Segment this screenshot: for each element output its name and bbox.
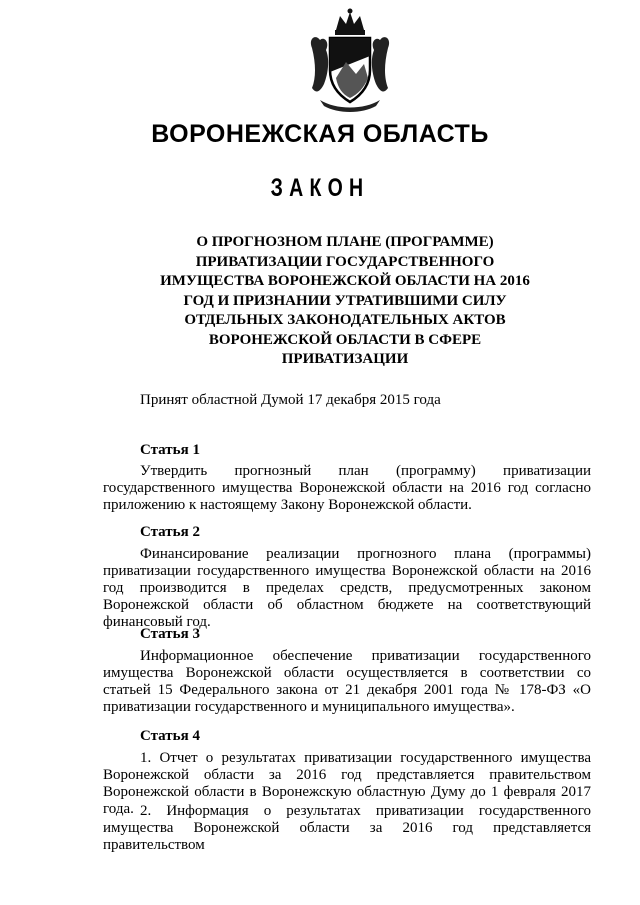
article-2-text: Финансирование реализации прогнозного плана (программы) приватизации государственного имущества Воронежской области на 2016 год производится в пределах средств, предусмотренных законом Воронежской области об областном бюджете на соответствующий финансовый год. — [103, 546, 591, 630]
region-title: ВОРОНЕЖСКАЯ ОБЛАСТЬ — [151, 120, 489, 148]
article-1-heading: Статья 1 — [140, 442, 200, 458]
coat-of-arms-emblem — [306, 8, 394, 114]
law-title: О ПРОГНОЗНОМ ПЛАНЕ (ПРОГРАММЕ) ПРИВАТИЗАЦИИ ГОСУДАРСТВЕННОГО ИМУЩЕСТВА ВОРОНЕЖСКОЙ ОБЛАСТИ НА 2016 ГОД И ПРИЗНАНИИ УТРАТИВШИМИ СИЛУ ОТДЕЛЬНЫХ ЗАКОНОДАТЕЛЬНЫХ АКТОВ ВОРОНЕЖСКОЙ ОБЛАСТИ В СФЕРЕ ПРИВАТИЗАЦИИ — [160, 234, 530, 367]
document-type: ЗАКОН — [270, 174, 370, 202]
article-1-text: Утвердить прогнозный план (программу) приватизации государственного имущества Воронежской области на 2016 год согласно приложению к настоящему Закону Воронежской области. — [103, 463, 591, 513]
article-2-heading: Статья 2 — [140, 524, 200, 540]
article-4-heading: Статья 4 — [140, 728, 200, 744]
adoption-note: Принят областной Думой 17 декабря 2015 года — [140, 392, 441, 408]
article-3-text: Информационное обеспечение приватизации государственного имущества Воронежской области осуществляется в соответствии со статьей 15 Федерального закона от 21 декабря 2001 года № 178-ФЗ «О приватизации государственного и муниципального имущества». — [103, 648, 591, 715]
article-4-item-1: 1. Отчет о результатах приватизации государственного имущества Воронежской области за 2016 год представляется правительством Воронежской области в Воронежскую областную Думу до 1 февраля 2017 года. — [103, 750, 591, 817]
article-4-item-2: 2. Информация о результатах приватизации государственного имущества Воронежской области за 2016 год представляется правительством — [103, 803, 591, 853]
article-3-heading: Статья 3 — [140, 626, 200, 642]
